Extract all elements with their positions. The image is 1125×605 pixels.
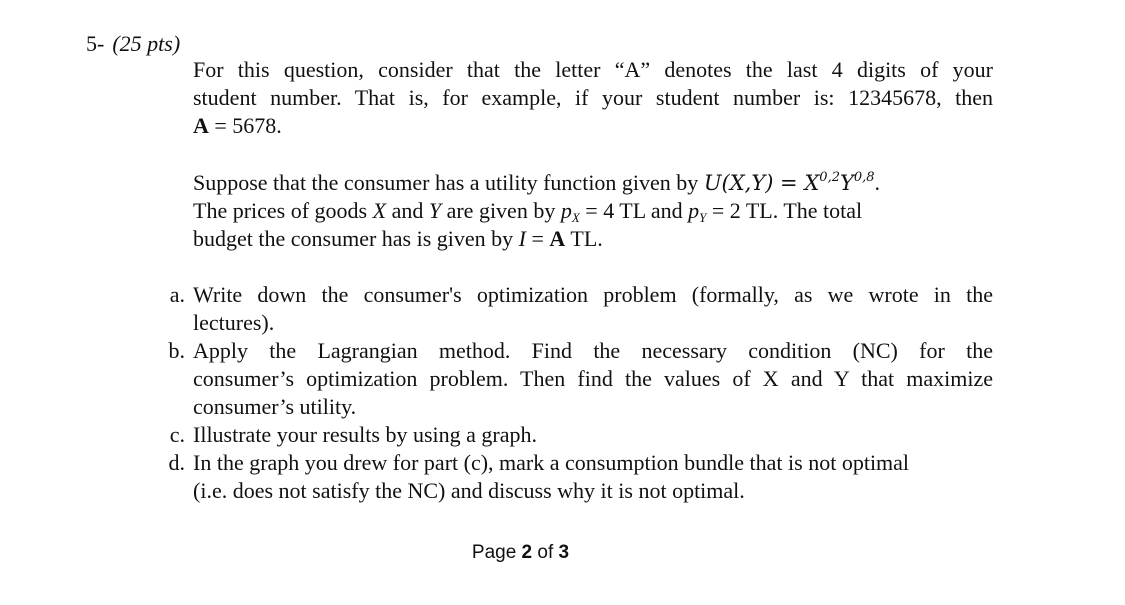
question-number: 5- [86,31,105,56]
price-y-subscript: Y [699,210,707,225]
part-line: Illustrate your results by using a graph. [193,422,537,447]
intro-paragraph [193,56,993,140]
variable-A: A [193,113,209,138]
question-points: (25 pts) [112,31,181,56]
page-footer [0,540,1041,566]
total-page-count: 3 [558,542,570,563]
part-line: consumer’s optimization problem. Then find the values of X and Y that maximize [193,366,993,391]
question-parts-list [155,281,995,505]
intro-line-1: For this question, consider that the letter “A” denotes the last 4 digits of your [193,57,993,82]
budget-variable: I [518,226,526,251]
price-y-symbol: p [688,198,700,223]
part-marker: d. [168,450,185,475]
utility-y: Y [839,171,854,195]
prices-line [193,197,993,225]
intro-line-2: student number. That is, for example, if your student number is: 12345678, then [193,85,993,110]
price-y-value: = 2 TL. The total [706,198,863,223]
part-line: Apply the Lagrangian method. Find the necessary condition (NC) for the [193,338,993,363]
budget-equals: = [526,226,550,251]
part-line: (i.e. does not satisfy the NC) and discuss why it is not optimal. [193,478,745,503]
part-line: lectures). [193,310,275,335]
prices-text-b: are given by [441,198,561,223]
utility-function [704,171,875,195]
list-item [155,281,995,337]
exponent-y: 0,8 [853,170,875,185]
budget-A: A [549,226,566,251]
part-marker: b. [168,338,185,363]
good-y: Y [428,198,442,223]
intro-line-3 [193,112,993,140]
footer-of-word: of [532,542,559,563]
utility-line [193,169,993,197]
footer-page-word: Page [471,542,522,563]
example-value: = 5678. [208,113,282,138]
price-x-value: = 4 TL and [579,198,689,223]
good-x: X [372,198,387,223]
setup-paragraph [193,169,993,253]
budget-unit: TL. [565,226,603,251]
exponent-x: 0,2 [819,170,840,185]
part-line: In the graph you drew for part (c), mark a consumption bundle that is not optimal [193,450,910,475]
price-x-symbol: p [560,198,572,223]
current-page-number: 2 [521,542,533,563]
part-marker: a. [169,282,185,307]
budget-text: budget the consumer has is given by [193,226,519,251]
part-line: consumer’s utility. [193,394,357,419]
utility-end: . [874,170,881,195]
price-x-subscript: X [571,210,580,225]
utility-text: Suppose that the consumer has a utility function given by [193,170,704,195]
list-item [155,449,995,505]
utility-fn-lhs: U(X,Y) = X [703,171,820,195]
part-marker: c. [169,422,185,447]
list-item [155,421,995,449]
prices-text-a: The prices of goods [193,198,373,223]
prices-and: and [386,198,429,223]
part-line: Write down the consumer's optimization problem (formally, as we wrote in the [193,282,993,307]
list-item [155,337,995,421]
budget-line [193,225,993,253]
question-header [86,30,180,58]
